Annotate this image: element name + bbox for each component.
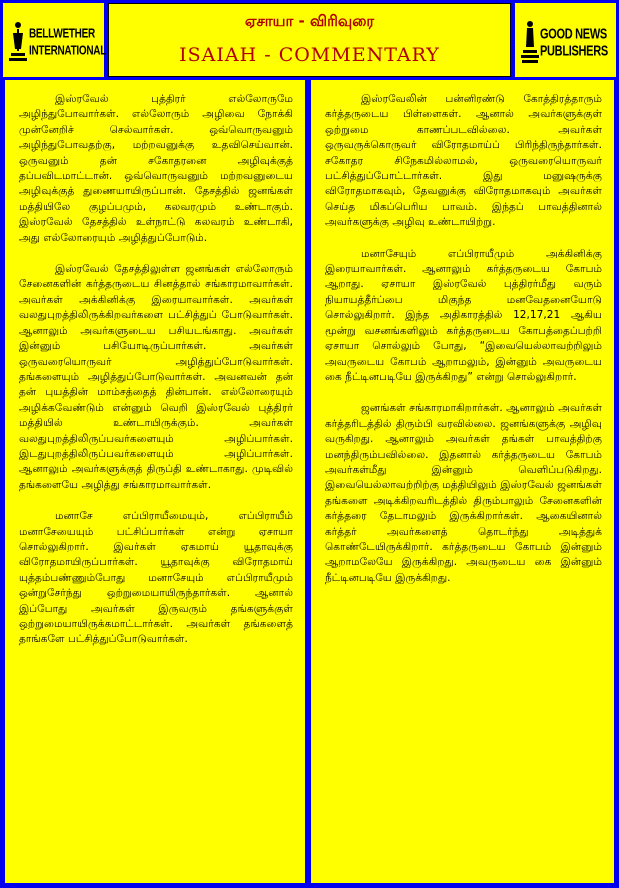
paragraph: இஸ்ரவேலின் பன்னிரண்டு கோத்திரத்தாரும் கர்த்தருடைய பிள்ளைகள். ஆனால் அவர்களுக்குள் ஒற்றுமை காணப்படவில்லை. அவர்கள் ஒருவருக்கொருவர் விரோதமாய்ப் பிரிந்திருந்தார்கள். சகோதர சிநேகமில்லாமல், ஒருவரையொருவர் பட்சித்துப்போட்டார்கள். இது மனுஷருக்கு விரோதமாகவும், தேவனுக்கு விரோதமாகவும் அவர்கள் செய்த மிகப்பெரிய பாவம். இந்தப் பாவத்தினால் அவர்களுக்கு அழிவு உண்டாயிற்று. — [325, 93, 602, 229]
left-column — [5, 80, 305, 883]
title-panel — [108, 3, 511, 77]
bellwether-logo-line1: BELLWETHER — [29, 27, 95, 42]
good-news-logo-line2: PUBLISHERS — [540, 44, 608, 60]
bellwether-logo — [9, 19, 107, 65]
page-title-english: ISAIAH - COMMENTARY — [179, 44, 440, 66]
paragraph: மனாசேயும் எப்பிராயீமும் அக்கினிக்கு இரையாவார்கள். ஆனாலும் கர்த்தருடைய கோபம் ஆறாது. ஏசாயா இஸ்ரவேல் புத்திரர்மீது வரும் நியாயத்தீர்ப்பை மிகுந்த மனவேதனையோடு சொல்லுகிறார். இந்த அதிகாரத்தில் 12,17,21 ஆகிய மூன்று வசனங்களிலும் கர்த்தருடைய கோபத்தைப்பற்றி ஏசாயா சொல்லும் போது, “இவையெல்லாவற்றிலும் அவருடைய கோபம் ஆறாமலும், இன்னும் அவருடைய கை நீட்டினபடியே இருக்கிறது” என்று சொல்லுகிறார். — [325, 247, 602, 383]
left-column-text — [19, 92, 293, 664]
bellwether-logo-line2: INTERNATIONAL — [29, 44, 107, 59]
paragraph: இஸ்ரவேல் தேசத்திலுள்ள ஜனங்கள் எல்லோரும் சேனைகளின் கர்த்தருடைய சினத்தால் சங்காரமாவார்கள். அவர்கள் அக்கினிக்கு இரையாவார்கள். அவர்கள் வலதுபுறத்திலிருக்கிறவர்களை பட்சித்துப் போடுவார்கள். ஆனாலும் அவர்களுடைய பசியடங்காது. அவர்கள் இன்னும் பசியோடிருப்பார்கள். அவர்கள் ஒருவரையொருவர் அழித்துப்போடுவார்கள். தங்களையும் அழித்துப்போடுவார்கள். அவனவன் தன் தன் புயத்தின் மாம்சத்தைத் தின்பான். எல்லோரையும் அழிக்கவேண்டும் என்னும் வெறி இஸ்ரவேல் புத்திரர் மத்தியில் உண்டாயிருக்கும். அவர்கள் வலதுபுறத்திலிருப்பவர்களையும் அழிப்பார்கள். இடதுபுறத்திலிருப்பவர்களையும் அழிப்பார்கள். ஆனாலும் அவர்களுக்குத் திருப்தி உண்டாகாது. முடிவில் தங்களையே அழித்து சங்காரமாவார்கள். — [19, 263, 293, 491]
good-news-logo-line1: GOOD NEWS — [540, 27, 607, 43]
paragraph: மனாசே எப்பிராயீமையும், எப்பிராயீம் மனாசேயையும் பட்சிப்பார்கள் என்று ஏசாயா சொல்லுகிறார். இவர்கள் ஏகமாய் யூதாவுக்கு விரோதமாயிருப்பார்கள். யூதாவுக்கு விரோதமாய் யுத்தம்பண்ணும்போது மனாசேயும் எப்பிராயீமும் ஒன்றுசேர்ந்து ஒற்றுமையாயிருந்தார்கள். ஆனால் இப்போது அவர்கள் இருவரும் தங்களுக்குள் ஒற்றுமையாயிருக்கமாட்டார்கள். அவர்கள் தங்களைத் தாங்களே பட்சித்துப்போடுவார்கள். — [19, 510, 293, 646]
good-news-figure-icon — [521, 19, 539, 65]
paragraph: ஜனங்கள் சங்காரமாகிறார்கள். ஆனாலும் அவர்கள் கர்த்தரிடத்தில் திரும்பி வரவில்லை. ஜனங்களுக்கு அழிவு வருகிறது. ஆனாலும் அவர்கள் தங்கள் பாவத்திற்கு மனந்திரும்பவில்லை. இதனால் கர்த்தருடைய கோபம் அவர்கள்மீது இன்னும் வெளிப்படுகிறது. இவையெல்லாவற்றிற்கு மத்தியிலும் இஸ்ரவேல் ஜனங்கள் தங்களை அடிக்கிறவரிடத்தில் திரும்பாலும் சேனைகளின் கர்த்தரை தேடாமலும் இருக்கிறார்கள். ஆகையினால் கர்த்தர் அவர்களைத் தொடர்ந்து அடித்துக் கொண்டேயிருக்கிறார். கர்த்தருடைய கோபம் இன்னும் ஆறாமலேயே இருக்கிறது. அவருடைய கை இன்னும் நீட்டினபடியே இருக்கிறது. — [325, 402, 602, 584]
right-column — [311, 80, 614, 883]
paragraph: இஸ்ரவேல் புத்திரர் எல்லோருமே அழிந்துபோவார்கள். எல்லோரும் அழிவை நோக்கி முன்னேறிச் செல்வார்கள். ஒவ்வொருவனும் அழிந்துபோவதற்கு, மற்றவனுக்கு உதவிசெய்வான். ஒருவனும் தன் சகோதரனை அழிவுக்குத் தப்பவிடமாட்டான். ஒவ்வொருவனும் மற்றவனுடைய அழிவுக்குத் துணையாயிருப்பான். தேசத்தில் ஜனங்கள் மத்தியிலே குழப்பமும், கலவரமும் உண்டாகும். இஸ்ரவேல் தேசத்தில் உள்நாட்டு கலவரம் உண்டாகி, அது எல்லோரையும் அழித்துப்போடும். — [19, 93, 293, 244]
header-right-panel — [515, 3, 616, 77]
bellwether-figure-icon — [9, 19, 27, 65]
good-news-logo — [521, 19, 613, 65]
page-title-tamil: ஏசாயா - விரிவுரை — [244, 12, 375, 30]
header-left-panel — [3, 3, 107, 77]
right-column-text — [325, 92, 602, 602]
